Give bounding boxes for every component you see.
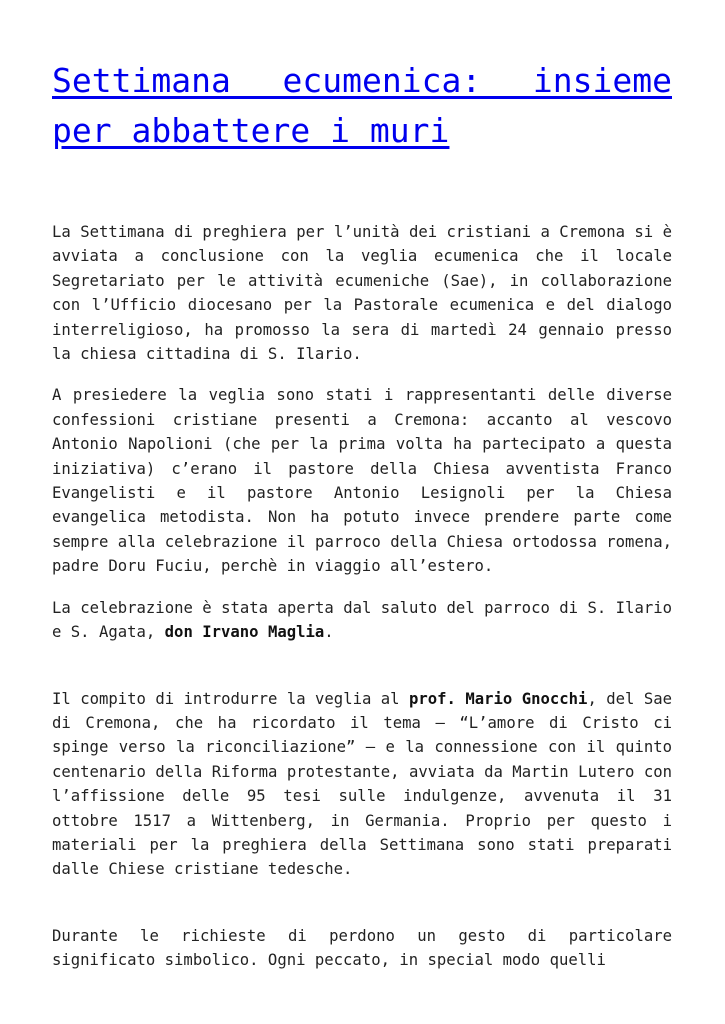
paragraph-3-text-end: . [324,623,334,642]
article-paragraph-4 [52,687,672,882]
paragraph-3-text-start: La celebrazione è stata aperta dal saluto del parroco di S. Ilario e S. Agata, [52,598,672,642]
article-paragraph-2: A presiedere la veglia sono stati i rappresentanti delle diverse confessioni cristiane presenti a Cremona: accanto al vescovo Antonio Napolioni (che per la prima volta ha partecipato a questa iniziativa) c’erano il pastore della Chiesa avventista Franco Evangelisti e il pastore Antonio Lesignoli per la Chiesa evangelica metodista. Non ha potuto invece prendere parte come sempre alla celebrazione il parroco della Chiesa ortodossa romena, padre Doru Fuciu, perchè in viaggio all’estero. [52,386,672,576]
article-paragraph-3 [52,596,672,645]
paragraph-3-bold-name: don Irvano Maglia [164,623,325,642]
article-paragraph-1: La Settimana di preghiera per l’unità dei cristiani a Cremona si è avviata a conclusione con la veglia ecumenica che il locale Segretariato per le attività ecumeniche (Sae), in collaborazione con l’Ufficio diocesano per la Pastorale ecumenica e del dialogo interreligioso, ha promosso la sera di martedì 24 gennaio presso la chiesa cittadina di S. Ilario. [52,223,672,364]
article-title-link[interactable]: Settimana ecumenica: insieme per abbattere i muri [52,61,672,150]
paragraph-4-text-start: Il compito di introdurre la veglia al [52,689,409,708]
article [52,0,672,973]
paragraph-4-text-end: , del Sae di Cremona, che ha ricordato il tema – “L’amore di Cristo ci spinge verso la riconciliazione” – e la connessione con il quinto centenario della Riforma protestante, avviata da Martin Lutero con l’affissione delle 95 tesi sulle indulgenze, avvenuta il 31 ottobre 1517 a Wittenberg, in Germania. Proprio per questo i materiali per la preghiera della Settimana sono stati preparati dalle Chiese cristiane tedesche. [52,689,672,879]
paragraph-4-bold-name: prof. Mario Gnocchi [408,689,588,708]
article-title[interactable] [52,56,672,156]
article-paragraph-5: Durante le richieste di perdono un gesto di particolare significato simbolico. Ogni peccato, in special modo quelli [52,926,672,970]
